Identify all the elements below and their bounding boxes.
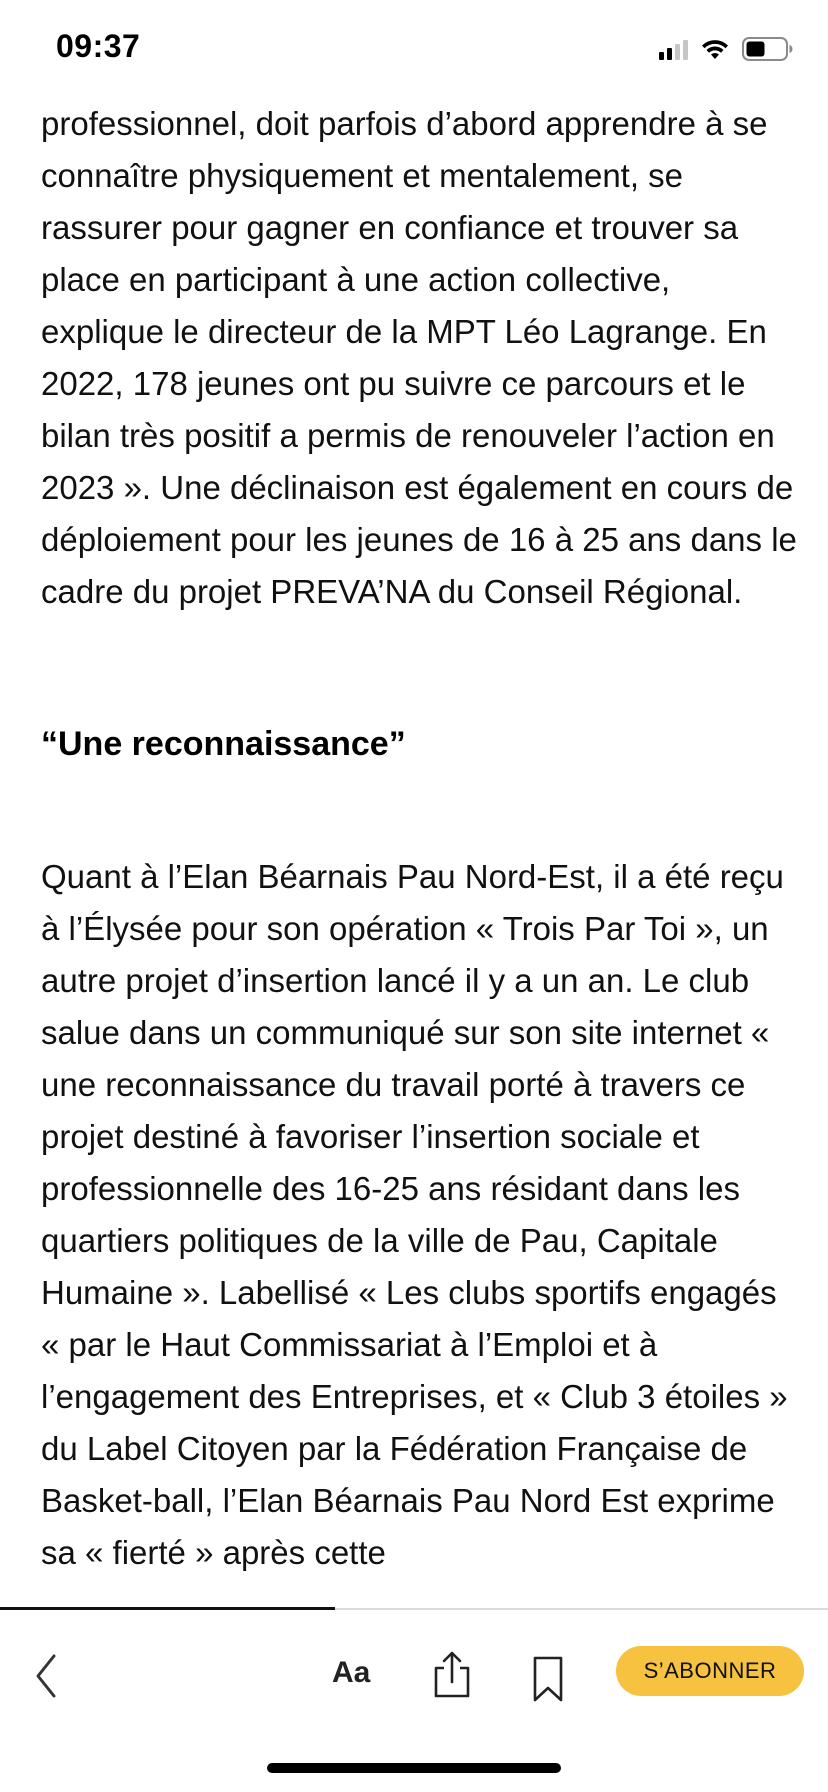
back-button[interactable] (28, 1646, 64, 1706)
status-time: 09:37 (56, 28, 141, 64)
share-button[interactable] (430, 1650, 474, 1700)
battery-icon (742, 36, 794, 62)
share-icon (430, 1650, 474, 1700)
status-bar (0, 0, 828, 100)
article-paragraph: professionnel, doit parfois d’abord apprendre à se connaître physiquement et mentalement, se rassurer pour gagner en confiance et trouver sa place en participant à une action collective, explique le directeur de la MPT Léo Lagrange. En 2022, 178 jeunes ont pu suivre ce parcours et le bilan très positif a permis de renouveler l’action en 2023 ». Une déclinaison est également en cours de déploiement pour les jeunes de 16 à 25 ans dans le cadre du projet PREVA’NA du Conseil Régional. (41, 105, 797, 610)
text-size-button[interactable]: Aa (332, 1656, 371, 1689)
status-icons (659, 34, 794, 64)
cellular-signal-icon (659, 38, 688, 60)
article-paragraph: Quant à l’Elan Béarnais Pau Nord-Est, il a été reçu à l’Élysée pour son opération « Trois Par Toi », un autre projet d’insertion lancé il y a un an. Le club salue dans un communiqué sur son site internet « une reconnaissance du travail porté à travers ce projet destiné à favoriser l’insertion sociale et professionnelle des 16-25 ans résidant dans les quartiers politiques de la ville de Pau, Capitale Humaine ». Labellisé « Les clubs sportifs engagés « par le Haut Commissariat à l’Emploi et à l’engagement des Entreprises, et « Club 3 étoiles » du Label Citoyen par la Fédération Française de Basket-ball, l’Elan Béarnais Pau Nord Est exprime sa « fierté » après cette (41, 858, 788, 1571)
bookmark-button[interactable] (528, 1654, 568, 1704)
article-subheading: “Une reconnaissance” (41, 725, 406, 763)
subscribe-button[interactable]: S’ABONNER (616, 1646, 804, 1696)
bookmark-icon (528, 1654, 568, 1704)
article-body-continued (41, 818, 801, 1612)
home-indicator[interactable] (267, 1763, 561, 1773)
wifi-icon (700, 37, 730, 61)
article-body (41, 98, 801, 618)
chevron-left-icon (34, 1653, 58, 1699)
